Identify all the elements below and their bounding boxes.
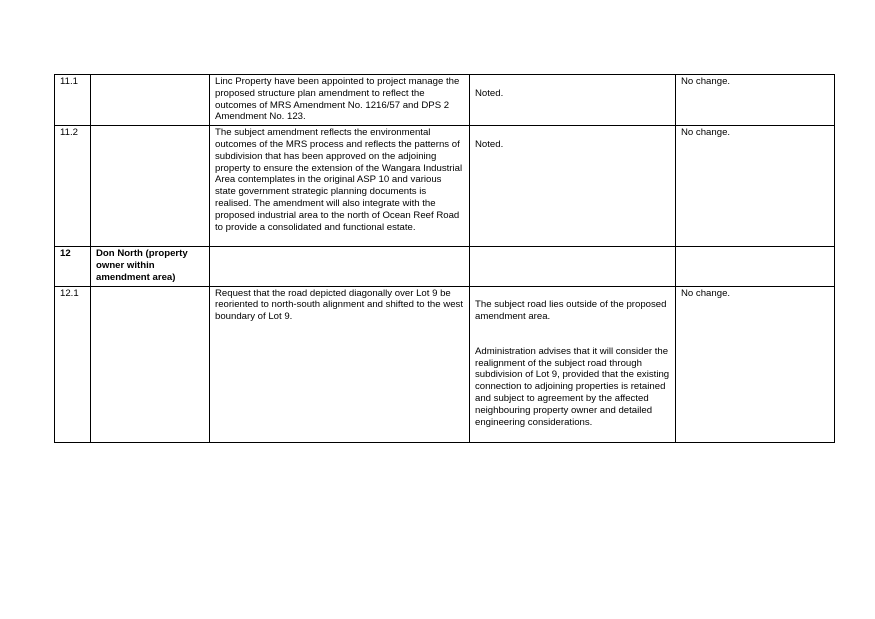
response-paragraph: Noted. [475, 138, 504, 150]
item-number: 11.2 [55, 126, 91, 247]
item-number: 12.1 [55, 286, 91, 443]
response-paragraph: Administration advises that it will consider the realignment of the subject road through subdivision of Lot 9, provided that the existing connection to adjoining properties is retained and subject to agreement by the affected neighbouring property owner and detailed engineering considerations. [475, 345, 670, 428]
response-paragraph: Noted. [475, 87, 504, 99]
submission-cell: Request that the road depicted diagonally over Lot 9 be reoriented to north-south alignment and shifted to the west boundary of Lot 9. [210, 286, 470, 443]
response-cell [470, 286, 676, 443]
submission-cell [210, 247, 470, 286]
item-number: 11.1 [55, 75, 91, 126]
recommendation-cell: No change. [676, 75, 835, 126]
table-row [55, 286, 835, 443]
submitter-cell [91, 286, 210, 443]
table-row [55, 126, 835, 247]
response-cell [470, 247, 676, 286]
recommendation-cell [676, 247, 835, 286]
response-cell [470, 75, 676, 126]
response-cell [470, 126, 676, 247]
table-row [55, 247, 835, 286]
table-row [55, 75, 835, 126]
recommendation-cell: No change. [676, 286, 835, 443]
submission-cell: Linc Property have been appointed to project manage the proposed structure plan amendment to reflect the outcomes of MRS Amendment No. 1216/57 and DPS 2 Amendment No. 123. [210, 75, 470, 126]
item-number: 12 [55, 247, 91, 286]
submitter-cell: Don North (property owner within amendment area) [91, 247, 210, 286]
submitter-cell [91, 75, 210, 126]
recommendation-cell: No change. [676, 126, 835, 247]
response-paragraph: The subject road lies outside of the proposed amendment area. [475, 299, 667, 323]
submission-cell: The subject amendment reflects the environmental outcomes of the MRS process and reflects the patterns of subdivision that has been approved on the adjoining property to ensure the extension of the Wangara Industrial Area contemplates in the original ASP 10 and various state government strategic planning documents is realised. The amendment will also integrate with the proposed industrial area to the north of Ocean Reef Road to provide a consolidated and functional estate. [210, 126, 470, 247]
submitter-cell [91, 126, 210, 247]
submissions-table [54, 74, 835, 443]
